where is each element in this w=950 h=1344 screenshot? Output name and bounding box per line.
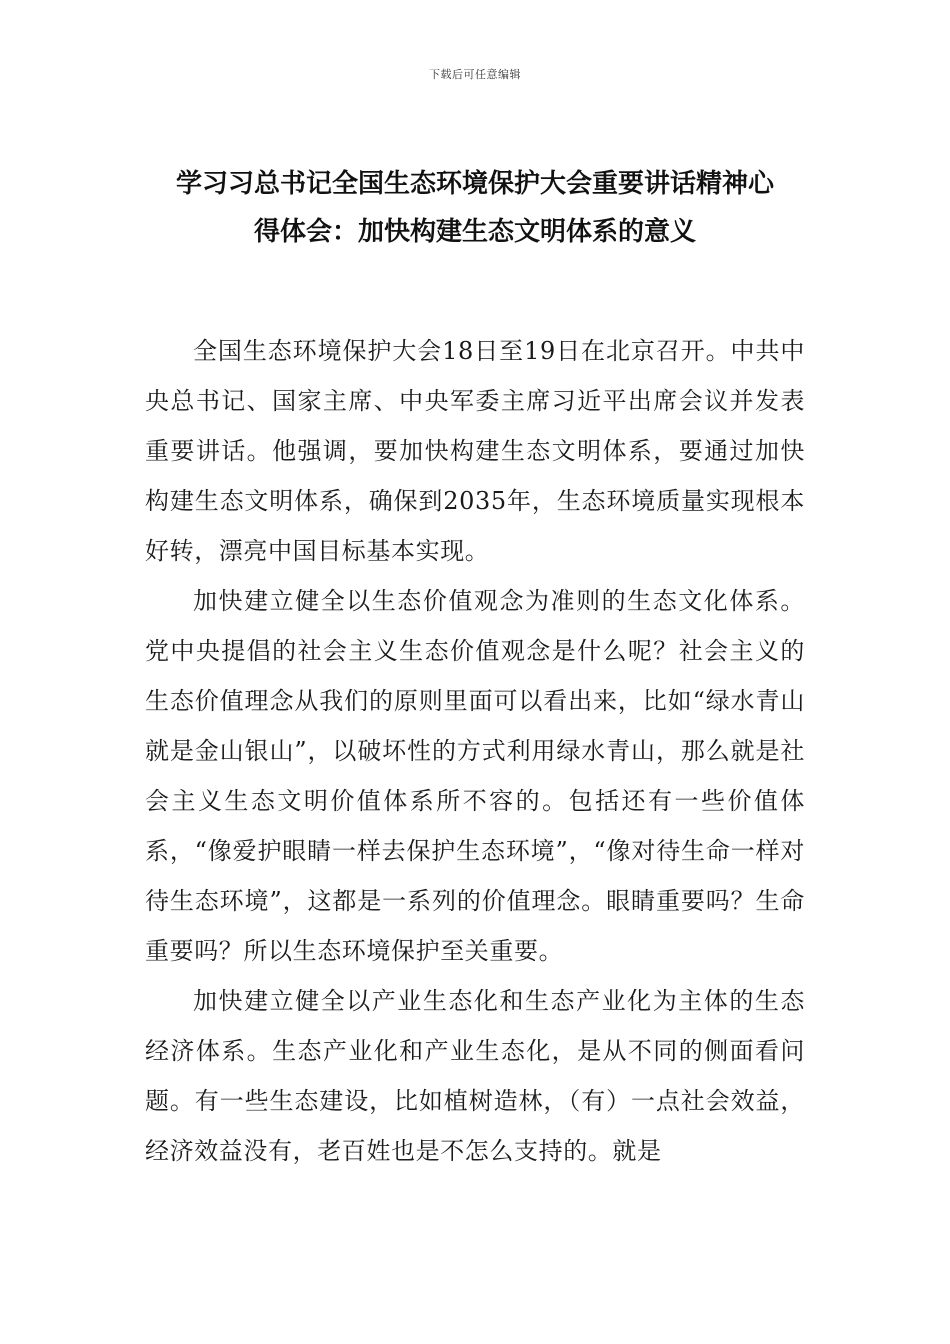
header-note: 下载后可任意编辑: [429, 68, 521, 81]
paragraph-2: 加快建立健全以生态价值观念为准则的生态文化体系。党中央提倡的社会主义生态价值观念是什么呢？社会主义的生态价值理念从我们的原则里面可以看出来，比如“绿水青山就是金山银山”，以破坏性的方式利用绿水青山，那么就是社会主义生态文明价值体系所不容的。包括还有一些价值体系，“像爱护眼睛一样去保护生态环境”，“像对待生命一样对待生态环境”，这都是一系列的价值理念。眼睛重要吗？生命重要吗？所以生态环境保护至关重要。: [145, 587, 805, 965]
document-title: [120, 160, 830, 256]
paragraph-3: 加快建立健全以产业生态化和生态产业化为主体的生态经济体系。生态产业化和产业生态化，是从不同的侧面看问题。有一些生态建设，比如植树造林，（有）一点社会效益，经济效益没有，老百姓也是不怎么支持的。就是: [145, 987, 805, 1165]
title-line-1: 学习习总书记全国生态环境保护大会重要讲话精神心: [175, 169, 774, 199]
paragraph-1: 全国生态环境保护大会18日至19日在北京召开。中共中央总书记、国家主席、中央军委主席习近平出席会议并发表重要讲话。他强调，要加快构建生态文明体系，要通过加快构建生态文明体系，确保到2035年，生态环境质量实现根本好转，漂亮中国目标基本实现。: [145, 337, 805, 565]
document-body: [145, 326, 805, 1176]
title-line-2: 得体会：加快构建生态文明体系的意义: [253, 217, 696, 247]
